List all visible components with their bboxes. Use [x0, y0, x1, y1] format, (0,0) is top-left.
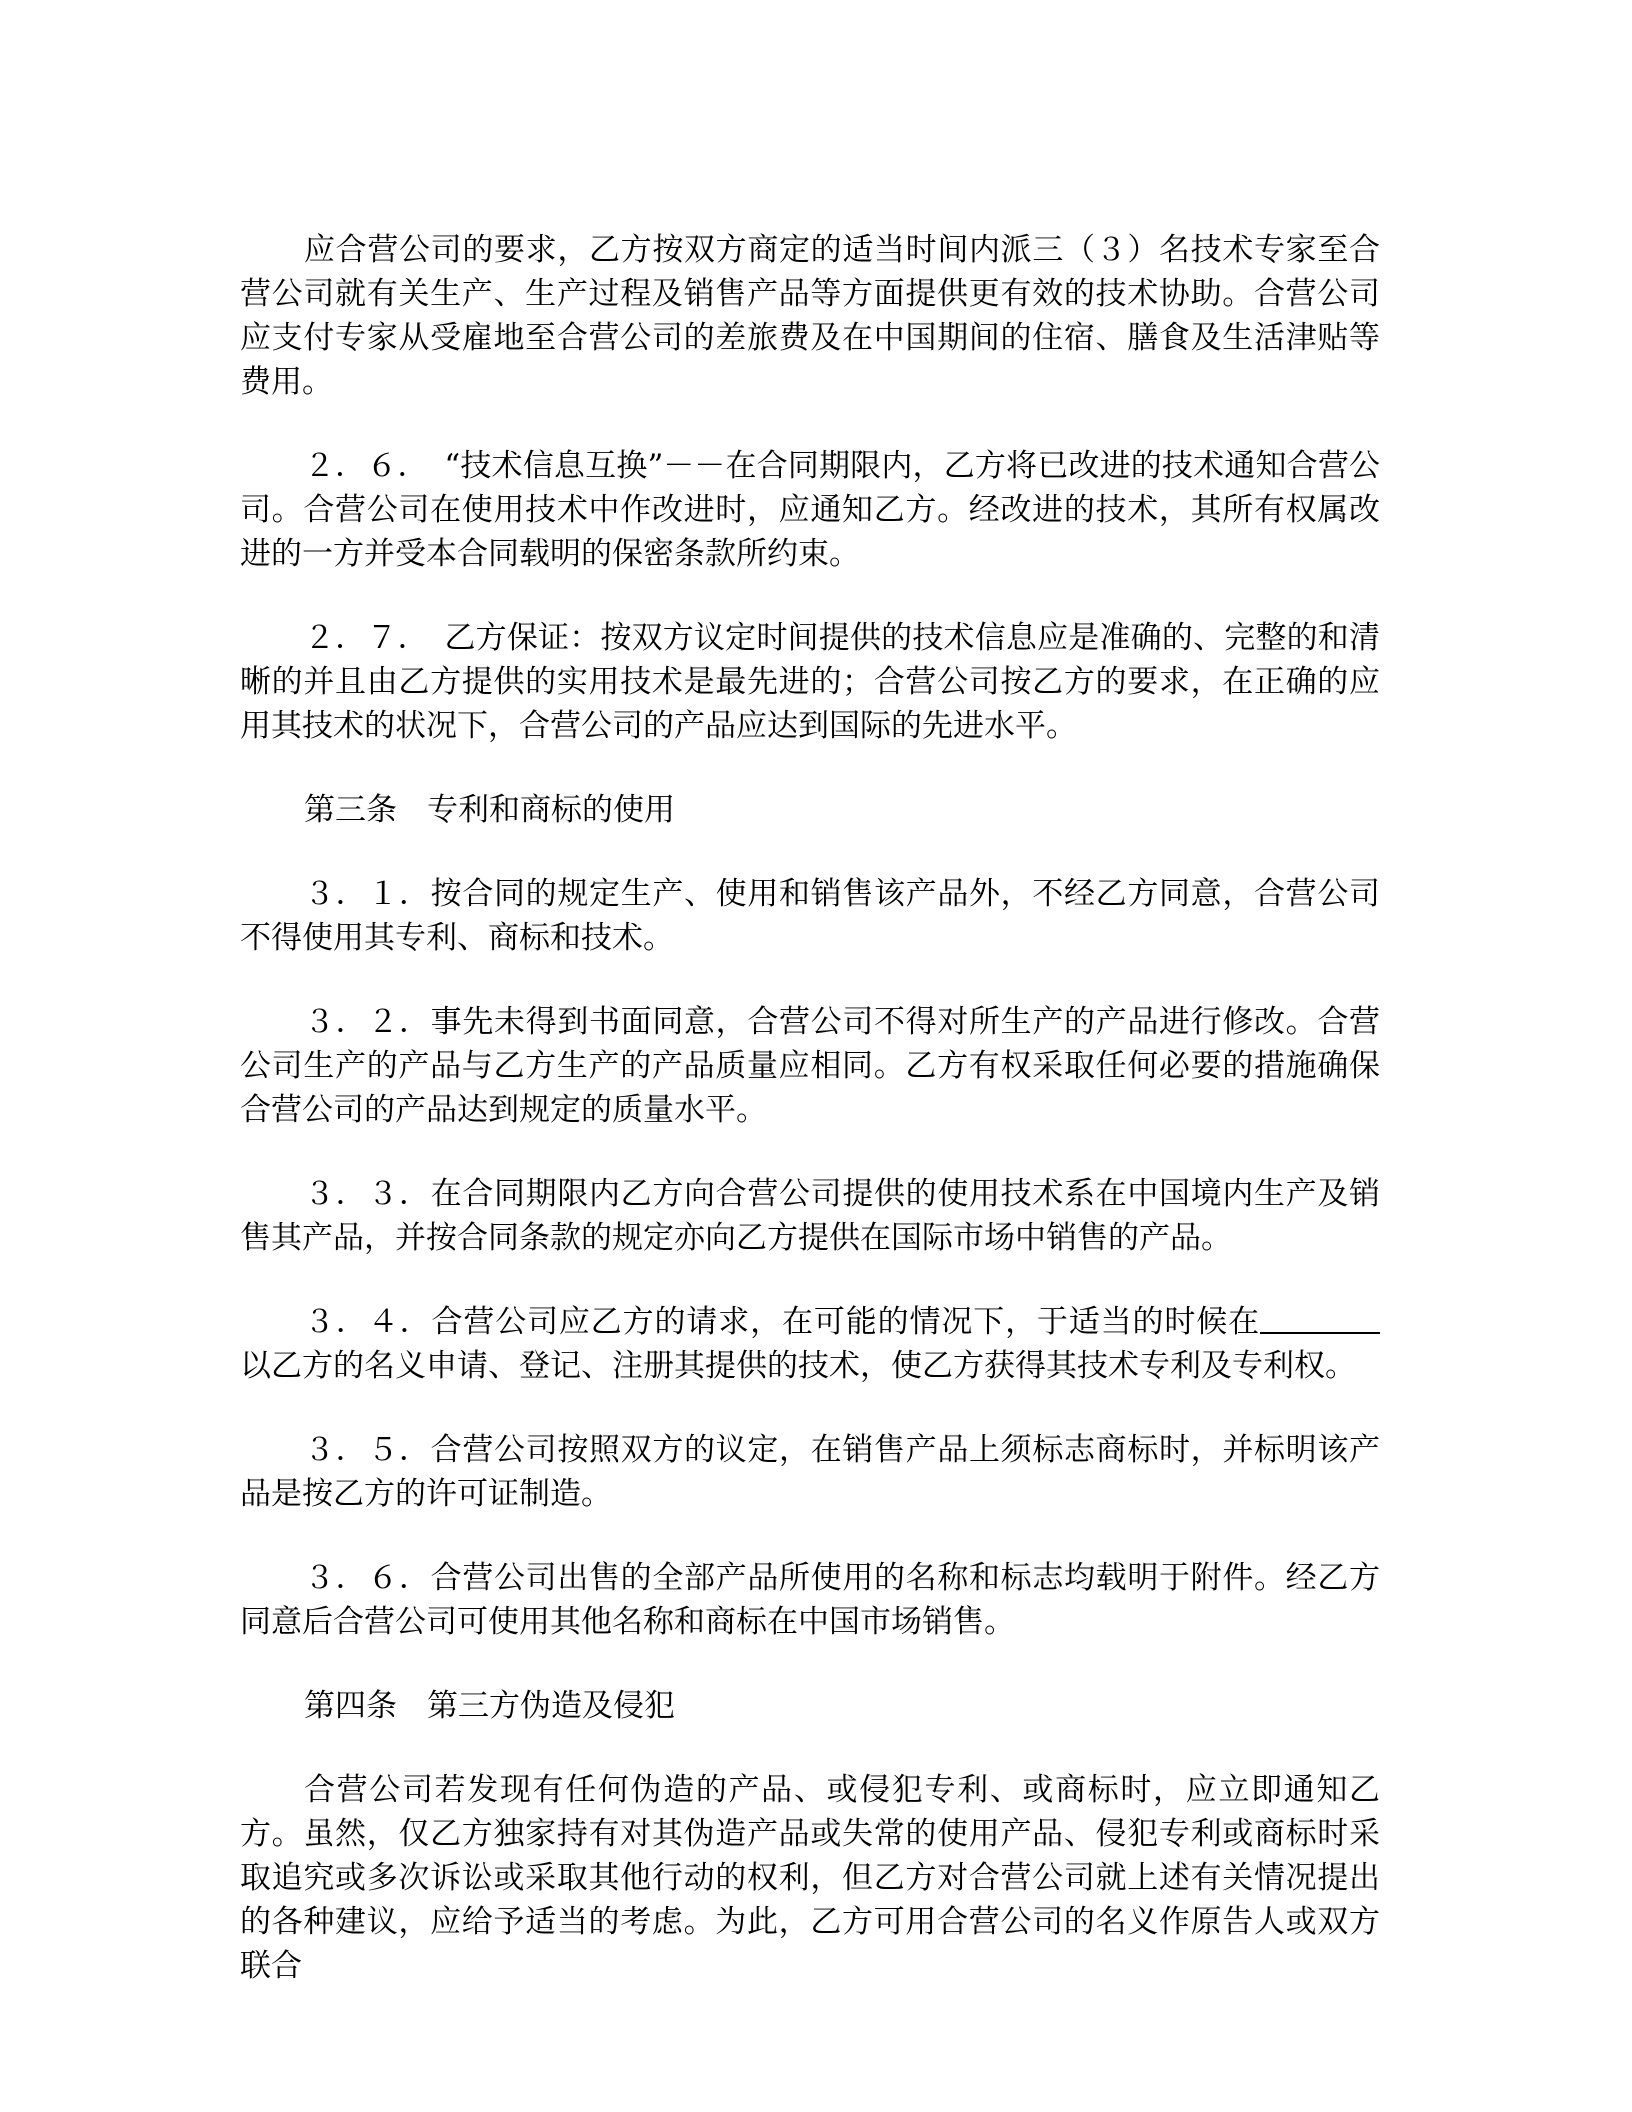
- article-3-heading: [240, 788, 1380, 832]
- paragraph-2-7: ２．７． 乙方保证：按双方议定时间提供的技术信息应是准确的、完整的和清晰的并且由乙方提供的实用技术是最先进的；合营公司按乙方的要求，在正确的应用其技术的状况下，合营公司的产品应达到国际的先进水平。: [240, 620, 1380, 744]
- article-4-number: 第四条: [304, 1688, 397, 1724]
- paragraph-3-4: [240, 1300, 1380, 1388]
- document-body: [240, 228, 1380, 2028]
- fill-in-blank: [1260, 1302, 1380, 1334]
- paragraph-3-4-part-b: 以乙方的名义申请、登记、注册其提供的技术，使乙方获得其技术专利及专利权。: [240, 1348, 1356, 1384]
- paragraph-3-5: ３．５．合营公司按照双方的议定，在销售产品上须标志商标时，并标明该产品是按乙方的许可证制造。: [240, 1432, 1380, 1512]
- paragraph-3-2: ３．２．事先未得到书面同意，合营公司不得对所生产的产品进行修改。合营公司生产的产品与乙方生产的产品质量应相同。乙方有权采取任何必要的措施确保合营公司的产品达到规定的质量水平。: [240, 1004, 1380, 1128]
- paragraph-3-6: ３．６．合营公司出售的全部产品所使用的名称和标志均载明于附件。经乙方同意后合营公司可使用其他名称和商标在中国市场销售。: [240, 1560, 1380, 1640]
- article-4-heading: [240, 1684, 1380, 1728]
- paragraph-article-4: 合营公司若发现有任何伪造的产品、或侵犯专利、或商标时，应立即通知乙方。虽然，仅乙方独家持有对其伪造产品或失常的使用产品、侵犯专利或商标时采取追究或多次诉讼或采取其他行动的权利，但乙方对合营公司就上述有关情况提出的各种建议，应给予适当的考虑。为此，乙方可用合营公司的名义作原告人或双方联合: [240, 1772, 1380, 1984]
- paragraph-3-4-part-a: ３．４．合营公司应乙方的请求，在可能的情况下，于适当的时候在: [304, 1304, 1260, 1340]
- article-3-title: 专利和商标的使用: [427, 792, 675, 828]
- paragraph-3-3: ３．３．在合同期限内乙方向合营公司提供的使用技术系在中国境内生产及销售其产品，并按合同条款的规定亦向乙方提供在国际市场中销售的产品。: [240, 1176, 1380, 1256]
- article-4-title: 第三方伪造及侵犯: [427, 1688, 675, 1724]
- paragraph-expert-assistance: 应合营公司的要求，乙方按双方商定的适当时间内派三（３）名技术专家至合营公司就有关生产、生产过程及销售产品等方面提供更有效的技术协助。合营公司应支付专家从受雇地至合营公司的差旅费及在中国期间的住宿、膳食及生活津贴等费用。: [240, 232, 1380, 400]
- paragraph-2-6: ２．６． “技术信息互换”－－在合同期限内，乙方将已改进的技术通知合营公司。合营公司在使用技术中作改进时，应通知乙方。经改进的技术，其所有权属改进的一方并受本合同载明的保密条款所约束。: [240, 448, 1380, 572]
- article-3-number: 第三条: [304, 792, 397, 828]
- paragraph-3-1: ３．１．按合同的规定生产、使用和销售该产品外，不经乙方同意，合营公司不得使用其专利、商标和技术。: [240, 876, 1380, 956]
